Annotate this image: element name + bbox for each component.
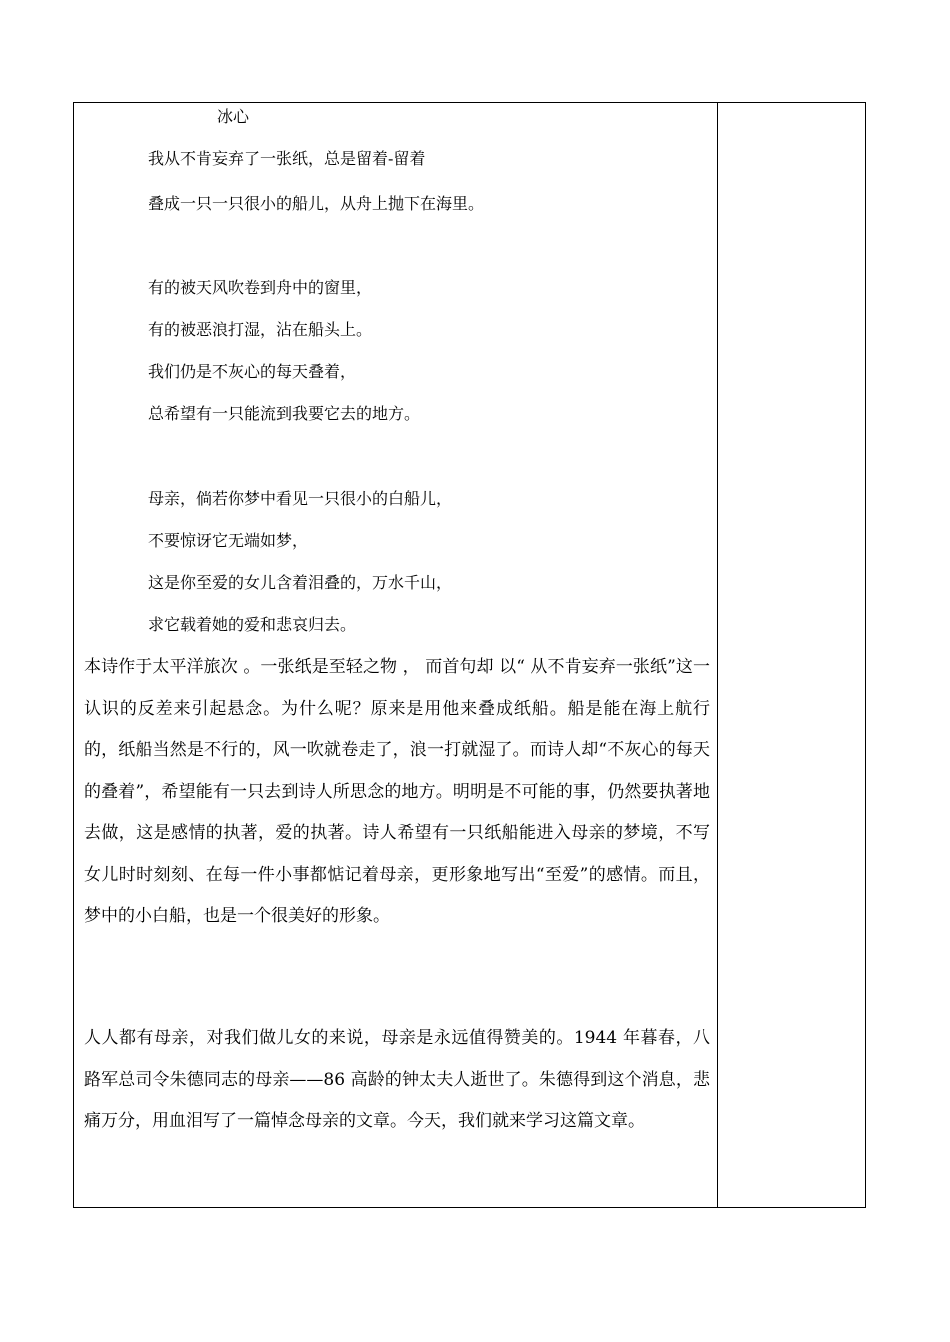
poem-line: 不要惊讶它无端如梦， [148,531,309,550]
intro-paragraph: 人人都有母亲，对我们做儿女的来说，母亲是永远值得赞美的。1944 年暮春，八路军总司令朱德同志的母亲——86 高龄的钟太夫人逝世了。朱德得到这个消息，悲痛万分，用血泪写了一篇悼念母亲的文章。今天，我们就来学习这篇文章。 [84,1028,710,1131]
poem-line: 有的被恶浪打湿，沾在船头上。 [148,320,373,339]
poem-author: 冰心 [217,107,250,126]
poem-line: 这是你至爱的女儿含着泪叠的，万水千山， [148,573,453,592]
poem-line: 有的被天风吹卷到舟中的窗里， [148,278,373,297]
poem-line: 我们仍是不灰心的每天叠着， [148,362,357,381]
column-divider [717,102,718,1208]
analysis-paragraph: 本诗作于太平洋旅次 。一张纸是至轻之物 ， 而首句却 以“ 从不肯妄弃一张纸”这一认识的反差来引起悬念。为什么呢？原来是用他来叠成纸船。船是能在海上航行的，纸船当然是不行的，风一吹就卷走了，浪一打就湿了。而诗人却“不灰心的每天的叠着”，希望能有一只去到诗人所思念的地方。明明是不可能的事，仍然要执著地去做，这是感情的执著，爱的执著。诗人希望有一只纸船能进入母亲的梦境，不写女儿时时刻刻、在每一件小事都惦记着母亲，更形象地写出“至爱”的感情。而且，梦中的小白船，也是一个很美好的形象。 [84,657,710,926]
poem-line: 总希望有一只能流到我要它去的地方。 [148,404,421,423]
poem-line: 我从不肯妄弃了一张纸，总是留着-留着 [148,149,426,168]
poem-line: 母亲，倘若你梦中看见一只很小的白船儿， [148,489,453,508]
poem-line: 求它载着她的爱和悲哀归去。 [148,615,357,634]
poem-line: 叠成一只一只很小的船儿，从舟上抛下在海里。 [148,194,485,213]
